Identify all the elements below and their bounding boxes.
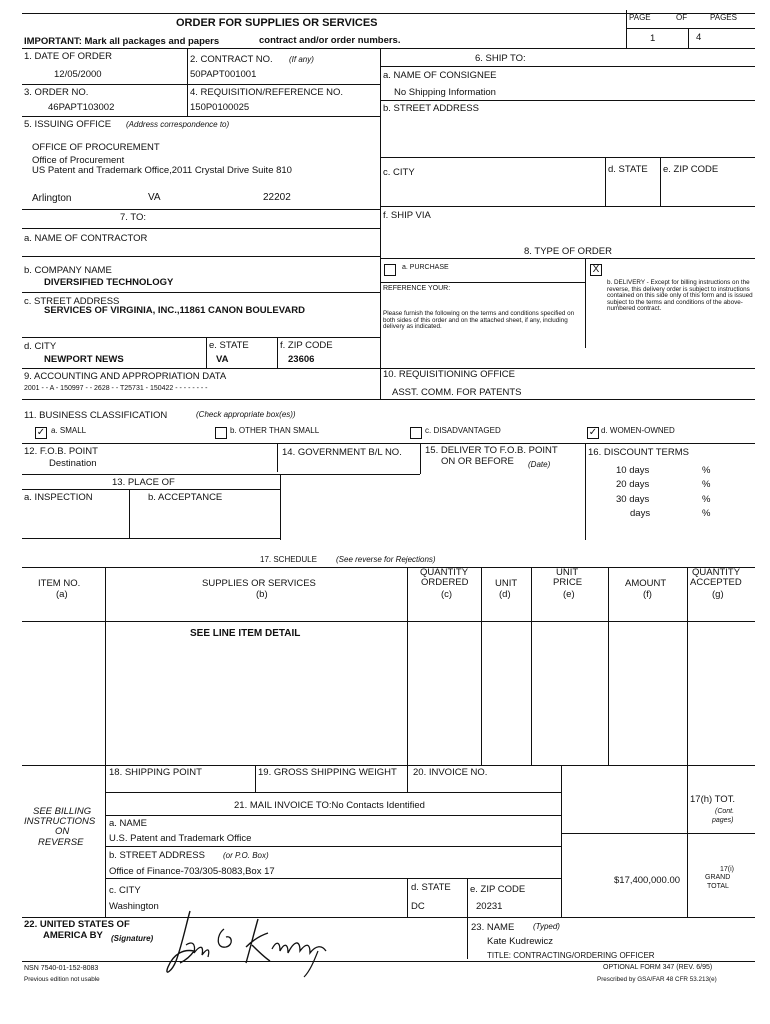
mail-invoice-label: 21. MAIL INVOICE TO:No Contacts Identified [234, 800, 425, 811]
name-23-hint: (Typed) [533, 922, 560, 931]
contractor-city-value: NEWPORT NEWS [44, 354, 124, 365]
discount-pct-1: % [702, 465, 711, 476]
col-unit-label: UNIT [495, 578, 518, 589]
other-than-small-checkbox[interactable] [215, 427, 227, 439]
purchase-note: Please furnish the following on the terms and conditions specified on both sides of this order and on the attached sheet, if any, including delivery as indicated. [383, 310, 575, 331]
contractor-zip-value: 23606 [288, 354, 315, 365]
see-billing-1: SEE BILLING [33, 806, 92, 817]
officer-title: TITLE: CONTRACTING/ORDERING OFFICER [487, 951, 655, 960]
discount-days-4: days [630, 508, 651, 519]
invoice-street-label: b. STREET ADDRESS [109, 850, 205, 861]
important-notice-tail: contract and/or order numbers. [259, 35, 401, 46]
col-accepted-label-1: QUANTITY [692, 567, 741, 578]
ship-street-label: b. STREET ADDRESS [383, 103, 479, 114]
issuing-office-label: 5. ISSUING OFFICE [24, 119, 112, 130]
pages-label: PAGES [710, 13, 737, 22]
total-h-label-1: 17(h) TOT. [690, 794, 736, 805]
total-i-label-2: GRAND [705, 874, 731, 881]
contractor-state-value: VA [216, 354, 229, 365]
discount-terms-label: 16. DISCOUNT TERMS [588, 447, 690, 458]
invoice-street-value: Office of Finance-703/305-8083,Box 17 [109, 866, 275, 877]
reference-label: REFERENCE YOUR: [383, 285, 451, 292]
ship-zip-label: e. ZIP CODE [663, 164, 719, 175]
col-accepted-label-2: ACCEPTED [690, 577, 742, 588]
important-notice: IMPORTANT: Mark all packages and papers [24, 36, 220, 47]
total-i-label-3: TOTAL [707, 883, 729, 890]
grand-total-value: $17,400,000.00 [614, 875, 681, 886]
col-price-label-1: UNIT [556, 567, 579, 578]
contractor-zip-label: f. ZIP CODE [280, 340, 333, 351]
accounting-value: 2001 - - A - 150997 - - 2628 - - T25731 - 150422 - - - - - - - - [24, 385, 208, 392]
total-i-label-1: 17(i) [720, 866, 735, 873]
issuing-office-zip: 22202 [263, 192, 291, 203]
united-states-label-2: AMERICA BY [43, 930, 103, 941]
fob-point-value: Destination [49, 458, 97, 469]
contract-no-hint: (If any) [289, 55, 314, 64]
ship-via-label: f. SHIP VIA [383, 210, 431, 221]
fob-point-label: 12. F.O.B. POINT [24, 446, 98, 457]
contractor-street-label: c. STREET ADDRESS [24, 296, 120, 307]
col-item-letter: (a) [56, 589, 68, 600]
col-accepted-letter: (g) [712, 589, 724, 600]
requisition-no-value: 150P0100025 [190, 102, 250, 113]
prescribed-by: Prescribed by GSA/FAR 48 CFR 53.213(e) [597, 976, 717, 983]
delivery-checkbox[interactable]: X [590, 264, 602, 276]
discount-pct-4: % [702, 508, 711, 519]
page-label: PAGE [629, 13, 651, 22]
small-checkbox[interactable]: ✓ [36, 427, 46, 438]
date-of-order-value: 12/05/2000 [54, 69, 102, 80]
order-no-value: 46PAPT103002 [48, 102, 115, 113]
contract-no-value: 50PAPT001001 [190, 69, 257, 80]
col-supplies-letter: (b) [256, 589, 268, 600]
other-than-small-label: b. OTHER THAN SMALL [230, 426, 320, 435]
invoice-state-value: DC [411, 901, 425, 912]
discount-pct-2: % [702, 479, 711, 490]
company-label: b. COMPANY NAME [24, 265, 112, 276]
issuing-office-state: VA [148, 192, 161, 203]
date-of-order-label: 1. DATE OF ORDER [24, 51, 112, 62]
col-supplies-label: SUPPLIES OR SERVICES [202, 578, 316, 589]
discount-days-3: 30 days [616, 494, 650, 505]
accounting-label: 9. ACCOUNTING AND APPROPRIATION DATA [24, 371, 227, 382]
order-no-label: 3. ORDER NO. [24, 87, 89, 98]
col-qty-label-2: ORDERED [421, 577, 469, 588]
small-label: a. SMALL [51, 426, 87, 435]
inspection-label: a. INSPECTION [24, 492, 93, 503]
discount-pct-3: % [702, 494, 711, 505]
deliver-label-2: ON OR BEFORE [441, 456, 514, 467]
col-price-label-2: PRICE [553, 577, 583, 588]
ship-state-label: d. STATE [608, 164, 648, 175]
invoice-city-label: c. CITY [109, 885, 141, 896]
col-unit-letter: (d) [499, 589, 511, 600]
total-h-label-3: pages) [712, 817, 734, 824]
deliver-label-1: 15. DELIVER TO F.O.B. POINT [425, 445, 558, 456]
page-number: 1 [650, 33, 656, 44]
business-class-label: 11. BUSINESS CLASSIFICATION [24, 410, 168, 421]
contractor-city-label: d. CITY [24, 341, 57, 352]
gov-bl-label: 14. GOVERNMENT B/L NO. [282, 447, 402, 458]
invoice-zip-value: 20231 [476, 901, 503, 912]
invoice-city-value: Washington [109, 901, 159, 912]
col-price-letter: (e) [563, 589, 575, 600]
disadvantaged-checkbox[interactable] [410, 427, 422, 439]
issuing-office-line1: OFFICE OF PROCUREMENT [32, 142, 160, 153]
see-billing-4: REVERSE [38, 837, 84, 848]
deliver-hint: (Date) [528, 460, 551, 469]
col-qty-label-1: QUANTITY [420, 567, 469, 578]
consignee-label: a. NAME OF CONSIGNEE [383, 70, 497, 81]
contractor-label: a. NAME OF CONTRACTOR [24, 233, 148, 244]
contractor-state-label: e. STATE [209, 340, 249, 351]
see-billing-3: ON [55, 826, 70, 837]
contractor-street-value: SERVICES OF VIRGINIA, INC.,11861 CANON BOULEVARD [44, 305, 305, 316]
invoice-street-hint: (or P.O. Box) [223, 851, 269, 860]
delivery-note: b. DELIVERY - Except for billing instructions on the reverse, this delivery order is subject to instructions contained on this side only of this form and is issued subject to the terms and conditions of the above-numbered contract. [607, 279, 753, 313]
women-owned-label: d. WOMEN-OWNED [601, 426, 675, 435]
invoice-state-label: d. STATE [411, 882, 451, 893]
col-amount-letter: (f) [643, 589, 652, 600]
optional-form: OPTIONAL FORM 347 (REV. 6/95) [603, 964, 713, 971]
requisitioning-office-label: 10. REQUISITIONING OFFICE [383, 369, 515, 380]
place-of-label: 13. PLACE OF [112, 477, 175, 488]
see-billing-2: INSTRUCTIONS [24, 816, 96, 827]
gross-weight-label: 19. GROSS SHIPPING WEIGHT [258, 767, 397, 778]
order-type-label: 8. TYPE OF ORDER [524, 246, 612, 257]
of-label: OF [676, 13, 688, 22]
line-item-detail: SEE LINE ITEM DETAIL [190, 628, 301, 639]
purchase-label: a. PURCHASE [402, 264, 449, 271]
signature-image [150, 905, 340, 985]
col-qty-letter: (c) [441, 589, 453, 600]
consignee-value: No Shipping Information [394, 87, 496, 98]
requisitioning-office-value: ASST. COMM. FOR PATENTS [392, 387, 522, 398]
women-owned-checkbox[interactable]: ✓ [588, 427, 598, 438]
issuing-office-hint: (Address correspondence to) [126, 120, 230, 129]
issuing-office-line2: Office of Procurement [32, 155, 125, 166]
contract-no-label: 2. CONTRACT NO. [190, 54, 273, 65]
shipping-point-label: 18. SHIPPING POINT [109, 767, 202, 778]
invoice-zip-label: e. ZIP CODE [470, 884, 526, 895]
to-label: 7. TO: [120, 212, 147, 223]
invoice-name-value: U.S. Patent and Trademark Office [109, 833, 252, 844]
ship-to-label: 6. SHIP TO: [475, 53, 526, 64]
schedule-hint: (See reverse for Rejections) [336, 555, 436, 564]
requisition-no-label: 4. REQUISITION/REFERENCE NO. [190, 87, 344, 98]
page-count: 4 [696, 32, 702, 43]
name-23-label: 23. NAME [471, 922, 515, 933]
purchase-checkbox[interactable] [384, 264, 396, 276]
company-value: DIVERSIFIED TECHNOLOGY [44, 277, 174, 288]
acceptance-label: b. ACCEPTANCE [148, 492, 223, 503]
name-23-value: Kate Kudrewicz [487, 936, 554, 947]
schedule-label: 17. SCHEDULE [260, 555, 317, 564]
disadvantaged-label: c. DISADVANTAGED [425, 426, 501, 435]
ship-city-label: c. CITY [383, 167, 415, 178]
business-class-hint: (Check appropriate box(es)) [196, 410, 296, 419]
invoice-no-label: 20. INVOICE NO. [413, 767, 488, 778]
total-h-label-2: (Cont. [715, 808, 735, 815]
form-title: ORDER FOR SUPPLIES OR SERVICES [176, 17, 378, 29]
signature-hint: (Signature) [111, 934, 154, 943]
col-amount-label: AMOUNT [625, 578, 667, 589]
nsn-number: NSN 7540-01-152-8083 [24, 965, 99, 972]
issuing-office-line3: US Patent and Trademark Office,2011 Crystal Drive Suite 810 [32, 165, 292, 176]
discount-days-2: 20 days [616, 479, 650, 490]
united-states-label-1: 22. UNITED STATES OF [24, 919, 130, 930]
col-item-label: ITEM NO. [38, 578, 81, 589]
issuing-office-city: Arlington [32, 193, 72, 204]
discount-days-1: 10 days [616, 465, 650, 476]
invoice-name-label: a. NAME [109, 818, 148, 829]
previous-edition: Previous edition not usable [24, 976, 100, 983]
